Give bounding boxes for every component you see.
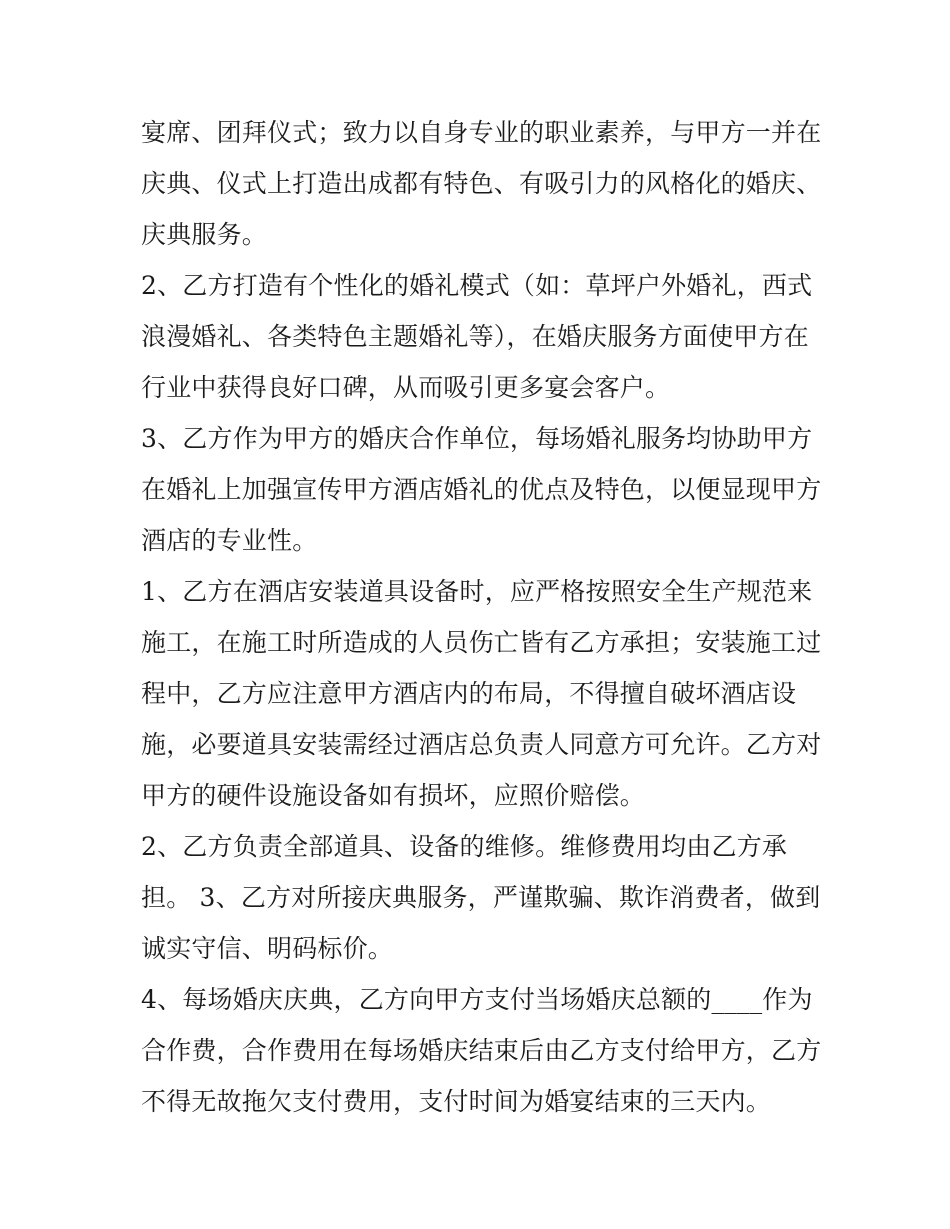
text-line: 庆典服务。 [141,220,268,249]
text-line: 宴席、团拜仪式；致力以自身专业的职业素养，与甲方一并在 [141,118,822,147]
text-line: 甲方的硬件设施设备如有损坏，应照价赔偿。 [141,781,646,810]
text-line: 施工，在施工时所造成的人员伤亡皆有乙方承担；安装施工过 [141,628,822,657]
text-line: 合作费，合作费用在每场婚庆结束后由乙方支付给甲方，乙方 [141,1036,822,1065]
text-line: 行业中获得良好口碑，从而吸引更多宴会客户。 [141,373,671,402]
text-line: 2、乙方打造有个性化的婚礼模式（如：草坪户外婚礼，西式 [141,271,813,300]
text-line: 3、乙方作为甲方的婚庆合作单位，每场婚礼服务均协助甲方 [141,424,813,453]
text-line: 酒店的专业性。 [141,526,318,555]
text-line: 浪漫婚礼、各类特色主题婚礼等），在婚庆服务方面使甲方在 [141,322,809,351]
text-line: 在婚礼上加强宣传甲方酒店婚礼的优点及特色，以便显现甲方 [141,475,822,504]
text-line: 2、乙方负责全部道具、设备的维修。维修费用均由乙方承 [141,832,788,861]
text-line: 诚实守信、明码标价。 [141,934,394,963]
text-line: 1、乙方在酒店安装道具设备时，应严格按照安全生产规范来 [141,577,813,606]
text-line: 4、每场婚庆庆典，乙方向甲方支付当场婚庆总额的____作为 [141,985,813,1014]
text-line: 施，必要道具安装需经过酒店总负责人同意方可允许。乙方对 [141,730,822,759]
text-line: 担。 3、乙方对所接庆典服务，严谨欺骗、欺诈消费者，做到 [141,883,821,912]
text-line: 不得无故拖欠支付费用，支付时间为婚宴结束的三天内。 [141,1087,772,1116]
text-line: 庆典、仪式上打造出成都有特色、有吸引力的风格化的婚庆、 [141,169,822,198]
text-line: 程中，乙方应注意甲方酒店内的布局，不得擅自破坏酒店设 [141,679,797,708]
document-body [141,107,821,1127]
